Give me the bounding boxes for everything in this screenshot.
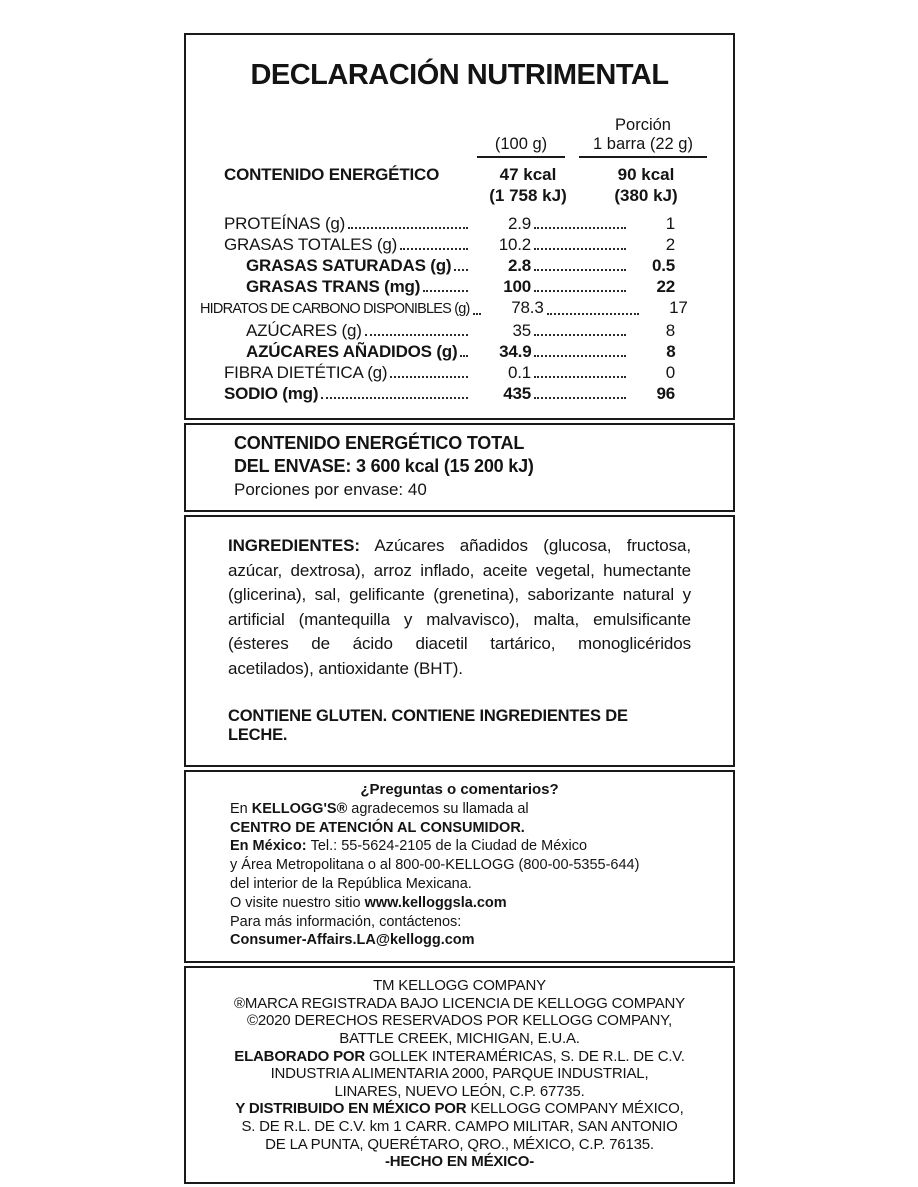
energy-per-portion <box>561 164 731 206</box>
value-per-100g: 34.9 <box>499 342 532 361</box>
nutrient-label: GRASAS TOTALES (g) <box>224 235 398 254</box>
value-per-portion: 2 <box>665 235 675 254</box>
energy-total-box <box>184 423 735 512</box>
text-segment: Para más información, contáctenos: <box>230 913 462 930</box>
nutrient-rows <box>186 210 733 404</box>
ingredients-box <box>184 515 735 767</box>
nutrient-row <box>224 320 675 341</box>
value-per-100g: 2.9 <box>507 214 531 233</box>
nutrient-label: SODIO (mg) <box>224 384 319 403</box>
text-segment: KELLOGG COMPANY MÉXICO, <box>470 1100 684 1118</box>
value-per-100g: 2.8 <box>507 256 531 275</box>
nutrient-label: GRASAS SATURADAS (g) <box>246 256 452 275</box>
nutrient-row <box>224 213 675 234</box>
dot-leader <box>423 290 468 292</box>
nutrition-facts-box <box>184 33 735 420</box>
legal-line <box>192 1118 727 1136</box>
nutrient-row <box>224 362 675 383</box>
nutrient-label: HIDRATOS DE CARBONO DISPONIBLES (g) <box>200 301 470 317</box>
column-header-per-100g: (100 g) <box>477 135 565 158</box>
ingredients-paragraph <box>228 534 691 681</box>
value-per-100g: 10.2 <box>498 235 531 254</box>
value-per-100g: 0.1 <box>507 363 531 382</box>
contact-heading: ¿Preguntas o comentarios? <box>360 781 559 798</box>
text-segment: KELLOGG'S® <box>251 800 348 817</box>
dot-leader <box>534 334 626 336</box>
text-segment: En México: <box>230 838 311 855</box>
nutrient-label: FIBRA DIETÉTICA (g) <box>224 363 388 382</box>
energy-content-label: CONTENIDO ENERGÉTICO <box>224 165 440 184</box>
nutrient-row <box>224 341 675 362</box>
value-per-100g: 100 <box>503 277 531 296</box>
nutrient-row <box>224 276 675 297</box>
nutrient-label: GRASAS TRANS (mg) <box>246 277 421 296</box>
legal-line <box>192 977 727 995</box>
legal-line <box>192 995 727 1013</box>
text-segment: y Área Metropolitana o al 800-00-KELLOGG (800-00-5355-644) <box>230 857 640 874</box>
value-per-portion: 0.5 <box>651 256 675 275</box>
contact-box <box>184 770 735 963</box>
dot-leader <box>534 355 626 357</box>
text-segment: ®MARCA REGISTRADA BAJO LICENCIA DE KELLOGG COMPANY <box>234 994 685 1012</box>
contact-line <box>230 875 723 894</box>
text-segment: O visite nuestro sitio <box>230 894 365 911</box>
dot-leader <box>534 227 626 229</box>
legal-line <box>192 1065 727 1083</box>
contact-lines <box>196 800 723 950</box>
dot-leader <box>400 248 468 250</box>
text-segment: TM KELLOGG COMPANY <box>373 977 546 995</box>
legal-box <box>184 966 735 1184</box>
nutrient-label: PROTEÍNAS (g) <box>224 214 346 233</box>
dot-leader <box>534 269 626 271</box>
servings-per-package: Porciones por envase: 40 <box>234 480 427 499</box>
text-segment: En <box>230 800 252 817</box>
text-segment: agradecemos su llamada al <box>347 800 529 817</box>
text-segment: Y DISTRIBUIDO EN MÉXICO POR <box>235 1100 471 1118</box>
legal-line <box>192 1153 727 1171</box>
energy-per-100g-kcal: 47 kcal <box>499 165 557 184</box>
portion-header-line2: 1 barra (22 g) <box>593 135 693 153</box>
dot-leader <box>365 334 468 336</box>
text-segment: LINARES, NUEVO LEÓN, C.P. 67735. <box>334 1082 585 1100</box>
energy-per-100g-kj: (1 758 kJ) <box>489 186 567 205</box>
energy-total-line1: CONTENIDO ENERGÉTICO TOTAL <box>234 433 525 453</box>
dot-leader <box>321 397 468 399</box>
value-per-100g: 435 <box>503 384 531 403</box>
value-per-portion: 8 <box>665 321 675 340</box>
dot-leader <box>547 313 639 315</box>
text-segment: -HECHO EN MÉXICO- <box>384 1153 535 1171</box>
legal-line <box>192 1100 727 1118</box>
contact-line <box>230 837 723 856</box>
column-header-per-portion <box>579 116 707 158</box>
nutrient-row <box>200 297 688 320</box>
energy-total-line2: DEL ENVASE: 3 600 kcal (15 200 kJ) <box>234 456 534 476</box>
legal-line <box>192 1083 727 1101</box>
text-segment: ELABORADO POR <box>234 1047 369 1065</box>
allergen-statement: CONTIENE GLUTEN. CONTIENE INGREDIENTES DE LECHE. <box>228 707 628 744</box>
contact-line <box>230 856 723 875</box>
nutrient-row <box>224 255 675 276</box>
text-segment: DE LA PUNTA, QUERÉTARO, QRO., MÉXICO, C.P. 76135. <box>265 1135 654 1153</box>
ingredients-label: INGREDIENTES: <box>228 536 360 555</box>
contact-line <box>230 894 723 913</box>
dot-leader <box>390 376 468 378</box>
energy-per-portion-kcal: 90 kcal <box>617 165 675 184</box>
legal-line <box>192 1030 727 1048</box>
nutrition-label <box>184 33 735 1187</box>
portion-header-line1: Porción <box>615 116 671 134</box>
value-per-portion: 17 <box>669 298 688 317</box>
dot-leader <box>534 376 626 378</box>
nutrient-label: AZÚCARES (g) <box>246 321 362 340</box>
text-segment: S. DE R.L. DE C.V. km 1 CARR. CAMPO MILITAR, SAN ANTONIO <box>241 1117 678 1135</box>
text-segment: GOLLEK INTERAMÉRICAS, S. DE R.L. DE C.V. <box>369 1047 685 1065</box>
value-per-100g: 35 <box>512 321 531 340</box>
dot-leader <box>348 227 468 229</box>
nutrient-row <box>224 383 675 404</box>
text-segment: Consumer-Affairs.LA@kellogg.com <box>230 932 475 949</box>
nutrient-label: AZÚCARES AÑADIDOS (g) <box>246 342 458 361</box>
value-per-portion: 96 <box>656 384 675 403</box>
energy-content-row <box>186 164 733 210</box>
energy-per-portion-kj: (380 kJ) <box>614 186 678 205</box>
column-headers <box>186 96 733 162</box>
dot-leader <box>473 313 481 315</box>
text-segment: CENTRO DE ATENCIÓN AL CONSUMIDOR. <box>230 819 525 836</box>
text-segment: ©2020 DERECHOS RESERVADOS POR KELLOGG COMPANY, <box>246 1012 673 1030</box>
value-per-portion: 0 <box>665 363 675 382</box>
dot-leader <box>460 355 468 357</box>
value-per-portion: 1 <box>665 214 675 233</box>
contact-line <box>230 819 723 838</box>
page-title: DECLARACIÓN NUTRIMENTAL <box>250 59 669 91</box>
contact-line <box>230 800 723 819</box>
legal-line <box>192 1136 727 1154</box>
text-segment: del interior de la República Mexicana. <box>230 875 472 892</box>
dot-leader <box>534 397 626 399</box>
ingredients-text: Azúcares añadidos (glucosa, fructosa, azúcar, dextrosa), arroz inflado, aceite vegetal, humectante (glicerina), sal, gelificante (grenetina), saborizante natural y artificial (mantequilla y malvavisco), malta, emulsificante (ésteres de ácido diacetil tartárico, monoglicéridos acetilados), antioxidante (BHT). <box>228 536 692 678</box>
text-segment: INDUSTRIA ALIMENTARIA 2000, PARQUE INDUSTRIAL, <box>270 1065 649 1083</box>
legal-line <box>192 1048 727 1066</box>
value-per-portion: 22 <box>656 277 675 296</box>
text-segment: www.kelloggsla.com <box>364 894 507 911</box>
text-segment: Tel.: 55-5624-2105 de la Ciudad de México <box>310 838 588 855</box>
contact-line <box>230 913 723 932</box>
legal-line <box>192 1012 727 1030</box>
dot-leader <box>534 248 626 250</box>
contact-line <box>230 931 723 950</box>
value-per-100g: 78.3 <box>511 298 544 317</box>
dot-leader <box>534 290 626 292</box>
dot-leader <box>454 269 468 271</box>
text-segment: BATTLE CREEK, MICHIGAN, E.U.A. <box>339 1029 580 1047</box>
value-per-portion: 8 <box>666 342 676 361</box>
nutrient-row <box>224 234 675 255</box>
